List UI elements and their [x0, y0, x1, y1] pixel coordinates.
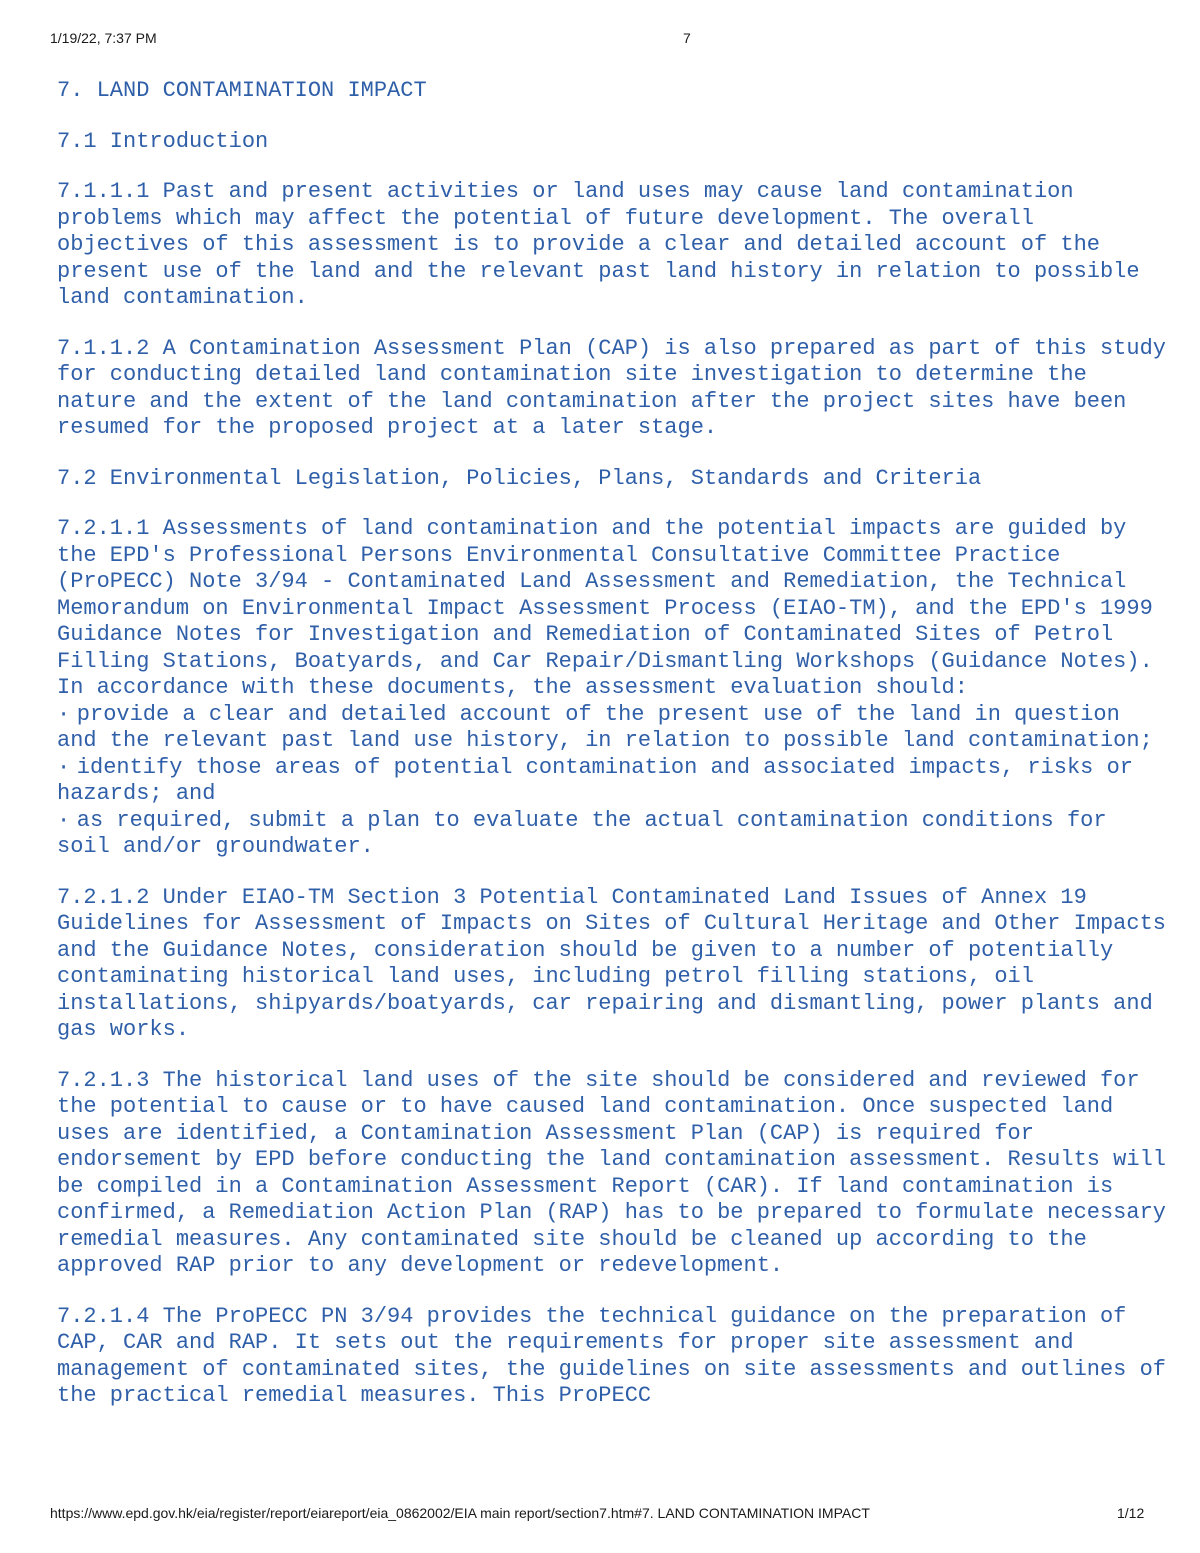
paragraph-7-2-1-1: 7.2.1.1 Assessments of land contamination and the potential impacts are guided by the EPD's Professional Persons Environmental Consultative Committee Practice (ProPECC) Note 3/94 - Contaminated Land Assessment and Remediation, the Technical Memorandum on Environmental Impact Assessment Process (EIAO-TM), and the EPD's 1999 Guidance Notes for Investigation and Remediation of Contaminated Sites of Petrol Filling Stations, Boatyards, and Car Repair/Dismantling Workshops (Guidance Notes). In accordance with these documents, the assessment evaluation should:	[57, 516, 1153, 700]
list-item-text: provide a clear and detailed account of the present use of the land in question and the relevant past land use history, in relation to possible land contamination;	[57, 701, 1153, 753]
paragraph-7-2-1-3: 7.2.1.3 The historical land uses of the site should be considered and reviewed for the potential to cause or to have caused land contamination. Once suspected land uses are identified, a Contamination Assessment Plan (CAP) is required for endorsement by EPD before conducting the land contamination assessment. Results will be compiled in a Contamination Assessment Report (CAR). If land contamination is confirmed, a Remediation Action Plan (RAP) has to be prepared to formulate necessary remedial measures. Any contaminated site should be cleaned up according to the approved RAP prior to any development or redevelopment.	[57, 1067, 1166, 1278]
print-source-url: https://www.epd.gov.hk/eia/register/report/eiareport/eia_0862002/EIA main report/section7.htm#7. LAND CONTAMINATION IMPACT	[50, 1505, 870, 1521]
assessment-bullet-list	[57, 702, 1167, 861]
bullet-dot-icon: ·	[57, 701, 71, 727]
paragraph-7-1-1-2: 7.1.1.2 A Contamination Assessment Plan (CAP) is also prepared as part of this study for conducting detailed land contamination site investigation to determine the nature and the extent of the land contamination after the project sites have been resumed for the proposed project at a later stage.	[57, 335, 1166, 440]
paragraph-7-2-1-4: 7.2.1.4 The ProPECC PN 3/94 provides the technical guidance on the preparation of CAP, CAR and RAP. It sets out the requirements for proper site assessment and management of contaminated sites, the guidelines on site assessments and outlines of the practical remedial measures. This ProPECC	[57, 1303, 1166, 1408]
print-header	[0, 30, 1200, 50]
list-item	[57, 702, 1167, 755]
list-item	[57, 755, 1167, 808]
list-item-text: as required, submit a plan to evaluate the actual contamination conditions for soil and/or groundwater.	[57, 807, 1107, 859]
document-heading: 7. LAND CONTAMINATION IMPACT	[57, 78, 427, 103]
document-body	[57, 78, 1167, 1434]
bullet-dot-icon: ·	[57, 807, 71, 833]
print-datetime: 1/19/22, 7:37 PM	[50, 30, 157, 46]
list-item-text: identify those areas of potential contamination and associated impacts, risks or hazards; and	[57, 754, 1133, 806]
paragraph-7-1-1-1: 7.1.1.1 Past and present activities or land uses may cause land contamination problems which may affect the potential of future development. The overall objectives of this assessment is to provide a clear and detailed account of the present use of the land and the relevant past land history in relation to possible land contamination.	[57, 179, 1140, 310]
list-item	[57, 808, 1167, 861]
print-page-number: 1/12	[1117, 1505, 1145, 1521]
print-footer	[0, 1505, 1200, 1525]
section-title-7-1: 7.1 Introduction	[57, 128, 269, 154]
print-page-title: 7	[683, 30, 691, 46]
section-title-7-2: 7.2 Environmental Legislation, Policies, Plans, Standards and Criteria	[57, 465, 982, 491]
bullet-dot-icon: ·	[57, 754, 71, 780]
paragraph-7-2-1-2: 7.2.1.2 Under EIAO-TM Section 3 Potential Contaminated Land Issues of Annex 19 Guidelines for Assessment of Impacts on Sites of Cultural Heritage and Other Impacts and the Guidance Notes, consideration should be given to a number of potentially contaminating historical land uses, including petrol filling stations, oil installations, shipyards/boatyards, car repairing and dismantling, power plants and gas works.	[57, 884, 1166, 1042]
